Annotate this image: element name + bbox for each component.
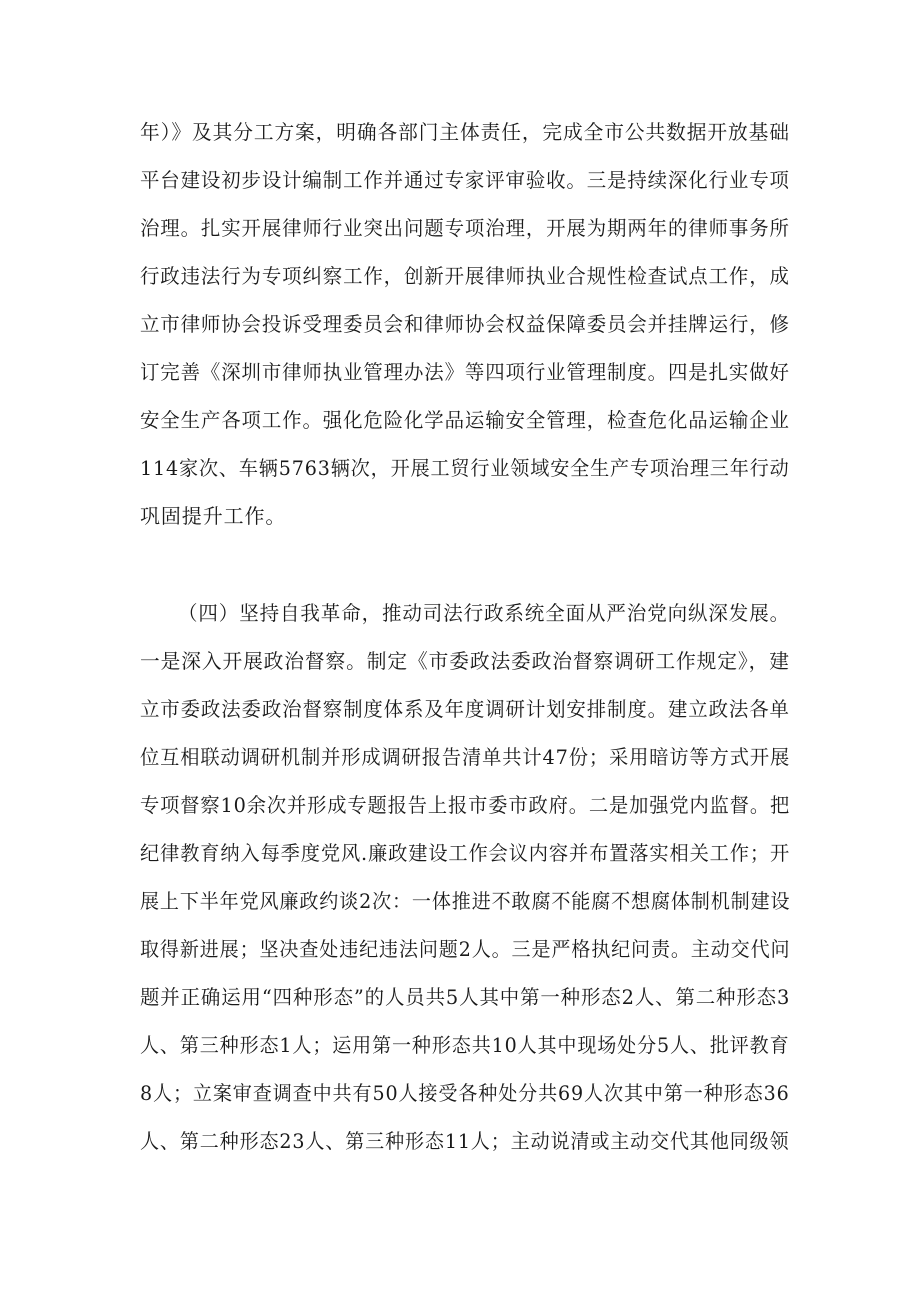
text-line: 8人；立案审查调查中共有50人接受各种处分共69人次其中第一种形态36 — [140, 1081, 790, 1105]
text-line: 平台建设初步设计编制工作并通过专家评审验收。三是持续深化行业专项 — [140, 168, 790, 192]
text-line: 立市律师协会投诉受理委员会和律师协会权益保障委员会并挂牌运行，修 — [140, 312, 790, 336]
section-heading-line: （四）坚持自我革命，推动司法行政系统全面从严治党向纵深发展。 — [178, 601, 790, 625]
text-line: 展上下半年党风廉政约谈2次：一体推进不敢腐不能腐不想腐体制机制建设 — [140, 889, 791, 913]
text-line: 一是深入开展政治督察。制定《市委政法委政治督察调研工作规定》，建 — [140, 649, 790, 673]
text-line: 安全生产各项工作。强化危险化学品运输安全管理，检查危化品运输企业 — [140, 408, 790, 432]
text-line: 立市委政法委政治督察制度体系及年度调研计划安排制度。建立政法各单 — [140, 697, 790, 721]
text-line: 位互相联动调研机制并形成调研报告清单共计47份；采用暗访等方式开展 — [140, 745, 791, 769]
text-line: 114家次、车辆5763辆次，开展工贸行业领域安全生产专项治理三年行动 — [140, 456, 790, 480]
text-line: 治理。扎实开展律师行业突出问题专项治理，开展为期两年的律师事务所 — [140, 216, 790, 240]
text-line: 巩固提升工作。 — [140, 504, 287, 528]
text-line: 纪律教育纳入每季度党风.廉政建设工作会议内容并布置落实相关工作；开 — [140, 841, 791, 865]
text-line: 专项督察10余次并形成专题报告上报市委市政府。二是加强党内监督。把 — [140, 793, 791, 817]
text-line: 年）》及其分工方案，明确各部门主体责任，完成全市公共数据开放基础 — [140, 120, 790, 144]
text-line: 人、第二种形态23人、第三种形态11人；主动说清或主动交代其他同级领 — [140, 1129, 790, 1153]
text-line: 题并正确运用“四种形态”的人员共5人其中第一种形态2人、第二种形态3 — [140, 985, 791, 1009]
text-line: 人、第三种形态1人；运用第一种形态共10人其中现场处分5人、批评教育 — [140, 1033, 790, 1057]
text-line: 行政违法行为专项纠察工作，创新开展律师执业合规性检查试点工作，成 — [140, 264, 790, 288]
text-line: 订完善《深圳市律师执业管理办法》等四项行业管理制度。四是扎实做好 — [140, 360, 790, 384]
text-line: 取得新进展；坚决查处违纪违法问题2人。三是严格执纪问责。主动交代问 — [140, 937, 791, 961]
